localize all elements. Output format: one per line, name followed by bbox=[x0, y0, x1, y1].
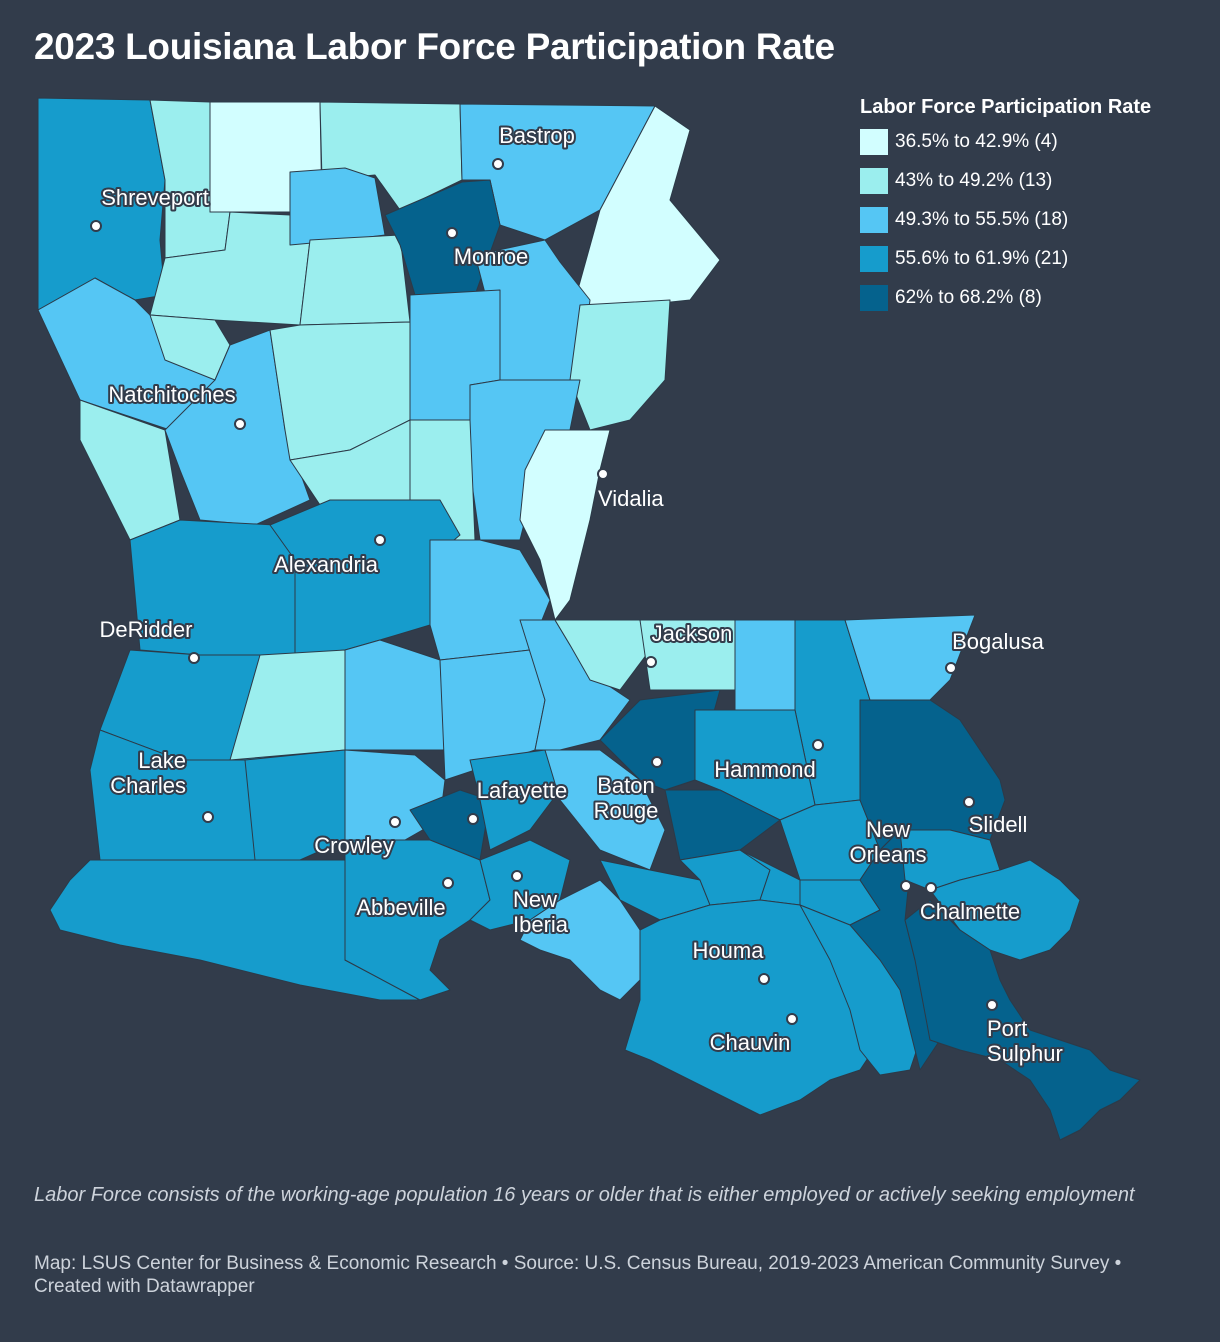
city-dot bbox=[787, 1014, 797, 1024]
city-label: Sulphur bbox=[987, 1041, 1063, 1066]
city-label: Crowley bbox=[314, 833, 394, 858]
city-label: New bbox=[513, 887, 558, 912]
city-dot bbox=[203, 812, 213, 822]
legend-label: 36.5% to 42.9% (4) bbox=[895, 131, 1058, 152]
legend-swatch bbox=[860, 246, 888, 272]
city-label: Port bbox=[987, 1016, 1028, 1041]
legend-swatch bbox=[860, 207, 888, 233]
city-vidalia[interactable] bbox=[598, 469, 664, 511]
city-dot bbox=[512, 871, 522, 881]
city-dot bbox=[443, 878, 453, 888]
city-label: Houma bbox=[692, 938, 764, 963]
legend-swatch bbox=[860, 168, 888, 194]
city-label: Slidell bbox=[968, 812, 1028, 837]
city-dot bbox=[946, 663, 956, 673]
city-label: Chauvin bbox=[709, 1030, 791, 1055]
legend-label: 43% to 49.2% (13) bbox=[895, 170, 1053, 191]
city-label: Abbeville bbox=[356, 895, 446, 920]
city-dot bbox=[652, 757, 662, 767]
city-label: Iberia bbox=[513, 912, 569, 937]
parish-evangeline[interactable] bbox=[345, 640, 445, 750]
city-dot bbox=[390, 817, 400, 827]
city-label: Charles bbox=[110, 773, 186, 798]
legend-item bbox=[860, 207, 1151, 233]
city-label: Hammond bbox=[714, 757, 816, 782]
city-dot bbox=[813, 740, 823, 750]
city-label: DeRidder bbox=[99, 617, 193, 642]
city-dot bbox=[493, 159, 503, 169]
legend-swatch bbox=[860, 285, 888, 311]
city-dot bbox=[91, 221, 101, 231]
city-label: Monroe bbox=[453, 244, 529, 269]
credits: Map: LSUS Center for Business & Economic Research • Source: U.S. Census Bureau, 2019-2023 American Community Survey • Created with Datawrapper bbox=[34, 1253, 1122, 1297]
city-label: Natchitoches bbox=[108, 382, 236, 407]
city-dot bbox=[926, 883, 936, 893]
city-label: Orleans bbox=[849, 842, 927, 867]
city-label: Chalmette bbox=[919, 899, 1021, 924]
parish-lincoln[interactable] bbox=[290, 168, 385, 245]
city-dot bbox=[598, 469, 608, 479]
legend-label: 49.3% to 55.5% (18) bbox=[895, 209, 1069, 230]
footnote: Labor Force consists of the working-age population 16 years or older that is either employed or actively seeking employment bbox=[34, 1184, 1135, 1206]
city-label: Vidalia bbox=[598, 486, 664, 511]
city-label: Jackson bbox=[651, 621, 733, 646]
city-dot bbox=[235, 419, 245, 429]
city-label: Lake bbox=[138, 748, 186, 773]
legend bbox=[860, 96, 1151, 324]
city-label: Bastrop bbox=[499, 123, 575, 148]
legend-swatch bbox=[860, 129, 888, 155]
city-label: Lafayette bbox=[476, 778, 568, 803]
legend-item bbox=[860, 129, 1151, 155]
city-dot bbox=[447, 228, 457, 238]
city-dot bbox=[189, 653, 199, 663]
legend-item bbox=[860, 285, 1151, 311]
city-label: Shreveport bbox=[101, 185, 209, 210]
legend-title: Labor Force Participation Rate bbox=[860, 96, 1152, 118]
city-dot bbox=[646, 657, 656, 667]
city-dot bbox=[901, 881, 911, 891]
legend-label: 62% to 68.2% (8) bbox=[895, 287, 1042, 308]
city-dot bbox=[375, 535, 385, 545]
city-dot bbox=[468, 814, 478, 824]
parish-madison[interactable] bbox=[570, 300, 670, 430]
legend-label: 55.6% to 61.9% (21) bbox=[895, 248, 1069, 269]
city-label: Rouge bbox=[593, 798, 659, 823]
legend-item bbox=[860, 246, 1151, 272]
city-label: New bbox=[865, 817, 911, 842]
city-label: Alexandria bbox=[274, 552, 378, 577]
parish-st-helena[interactable] bbox=[735, 620, 795, 710]
city-bogalusa[interactable] bbox=[946, 629, 1045, 673]
legend-item bbox=[860, 168, 1151, 194]
city-dot bbox=[964, 797, 974, 807]
city-dot bbox=[987, 1000, 997, 1010]
city-label: Baton bbox=[597, 773, 655, 798]
parish-jackson[interactable] bbox=[300, 235, 410, 325]
map-title: 2023 Louisiana Labor Force Participation Rate bbox=[34, 26, 835, 67]
city-label: Bogalusa bbox=[952, 629, 1044, 654]
city-dot bbox=[759, 974, 769, 984]
